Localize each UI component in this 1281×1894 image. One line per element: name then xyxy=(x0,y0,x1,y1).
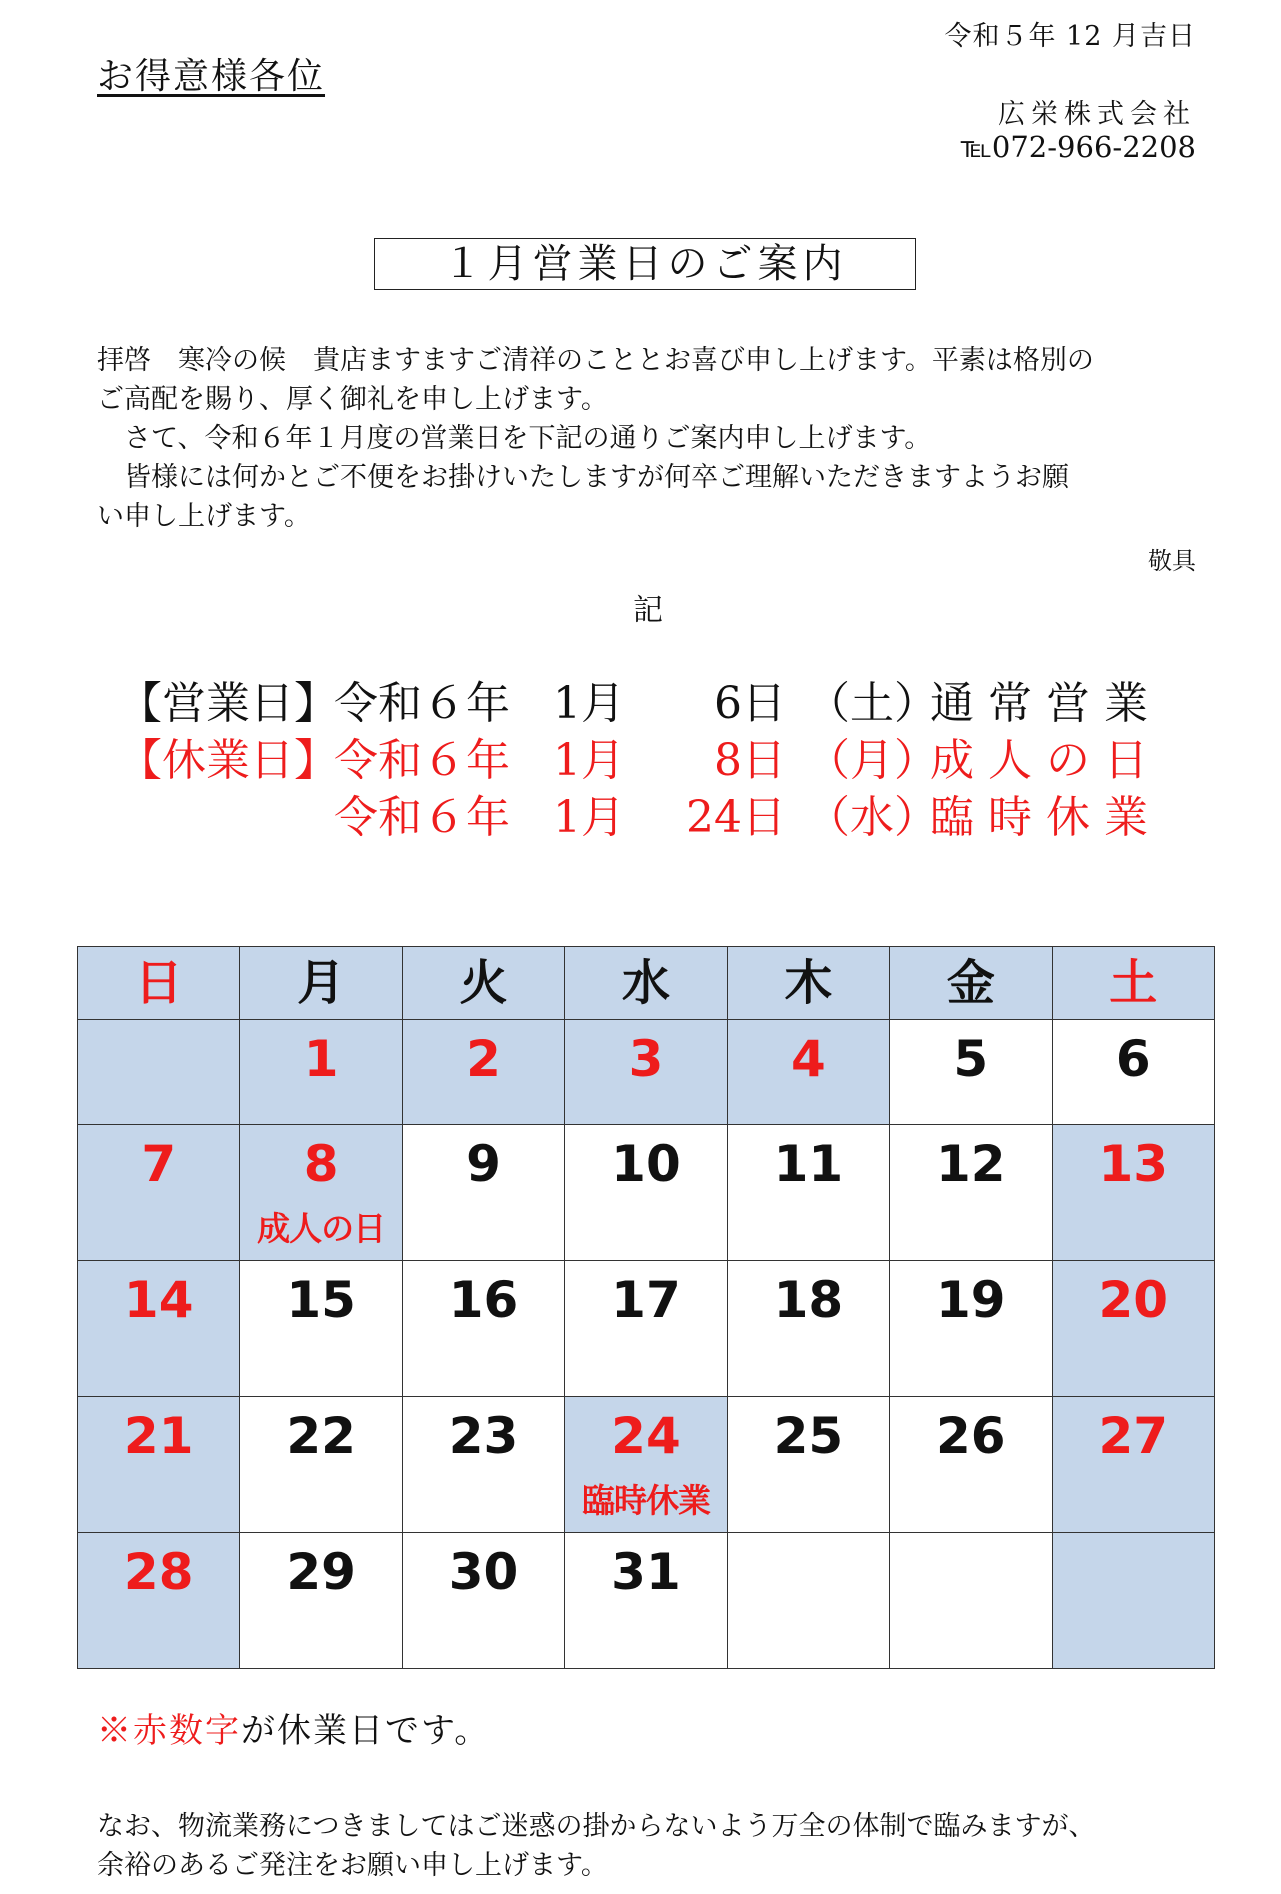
day-number: 1 xyxy=(303,1030,339,1088)
calendar-day-cell xyxy=(240,1533,402,1669)
day-number: 6 xyxy=(1115,1030,1151,1088)
calendar-day-cell xyxy=(78,1261,240,1397)
calendar-day-cell xyxy=(727,1020,889,1125)
body-line: さて、令和６年１月度の営業日を下記の通りご案内申し上げます。 xyxy=(97,423,932,454)
calendar-day-cell xyxy=(78,1397,240,1533)
day-number: 20 xyxy=(1098,1271,1169,1329)
schedule-month: 1月 xyxy=(553,678,625,729)
weekday-header: 金 xyxy=(890,947,1052,1020)
calendar-day-cell xyxy=(565,1020,727,1125)
calendar-day-cell xyxy=(402,1020,564,1125)
weekday-header: 水 xyxy=(565,947,727,1020)
schedule-day: 8日 xyxy=(714,735,786,786)
legend xyxy=(97,1703,490,1752)
calendar-day-cell xyxy=(727,1125,889,1261)
day-number: 31 xyxy=(611,1543,681,1601)
day-number: 28 xyxy=(123,1543,194,1601)
calendar-week-row xyxy=(78,1533,1215,1669)
footer-line: なお、物流業務につきましてはご迷惑の掛からないよう万全の体制で臨みますが、 xyxy=(97,1811,1096,1842)
day-note: 成人の日 xyxy=(257,1209,386,1248)
calendar-day-cell xyxy=(402,1533,564,1669)
day-number: 15 xyxy=(286,1271,356,1329)
calendar-day-cell xyxy=(1052,1397,1214,1533)
schedule-year: 令和６年 xyxy=(334,792,510,843)
day-number: 25 xyxy=(773,1407,844,1465)
day-number: 9 xyxy=(466,1135,501,1193)
legend-red-part: ※赤数字 xyxy=(97,1711,241,1751)
closing: 敬具 xyxy=(1148,547,1196,575)
day-number: 13 xyxy=(1098,1135,1169,1193)
schedule-label: 【休業日】 xyxy=(118,735,338,786)
recipient: お得意様各位 xyxy=(97,56,326,97)
schedule-dow: （月） xyxy=(806,735,938,786)
calendar-day-cell xyxy=(1052,1261,1214,1397)
schedule-month: 1月 xyxy=(553,792,625,843)
document-title: １月営業日のご案内 xyxy=(374,238,916,290)
calendar-day-cell xyxy=(402,1125,564,1261)
body-line: い申し上げます。 xyxy=(97,501,311,532)
calendar-day-cell xyxy=(1052,1020,1214,1125)
footer-line: 余裕のあるご発注をお願い申し上げます。 xyxy=(97,1850,608,1881)
day-number: 16 xyxy=(448,1271,519,1329)
calendar-day-cell xyxy=(240,1020,402,1125)
day-number: 10 xyxy=(611,1135,681,1193)
schedule-label: 【営業日】 xyxy=(118,678,338,729)
day-number: 11 xyxy=(773,1135,844,1193)
day-number: 23 xyxy=(448,1407,519,1465)
calendar-day-cell xyxy=(240,1397,402,1533)
calendar-day-cell xyxy=(565,1261,727,1397)
ki-heading: 記 xyxy=(633,593,663,628)
calendar-day-cell xyxy=(890,1125,1052,1261)
calendar-day-cell xyxy=(240,1125,402,1261)
day-number: 4 xyxy=(791,1030,826,1088)
day-number: 22 xyxy=(286,1407,356,1465)
calendar-week-row xyxy=(78,1397,1215,1533)
calendar-day-cell xyxy=(727,1533,889,1669)
company-tel: ℡072-966-2208 xyxy=(960,130,1196,164)
calendar-day-cell xyxy=(565,1533,727,1669)
schedule-note: 成 人 の 日 xyxy=(930,735,1148,786)
calendar xyxy=(77,946,1215,1669)
day-number: 12 xyxy=(936,1135,1006,1193)
footer-text xyxy=(97,1807,1201,1885)
calendar-day-cell xyxy=(565,1125,727,1261)
calendar-day-cell xyxy=(727,1261,889,1397)
day-number: 14 xyxy=(123,1271,194,1329)
calendar-week-row xyxy=(78,1261,1215,1397)
calendar-day-cell xyxy=(240,1261,402,1397)
calendar-day-cell xyxy=(1052,1533,1214,1669)
calendar-day-cell xyxy=(727,1397,889,1533)
schedule-dow: （土） xyxy=(806,678,938,729)
weekday-header: 土 xyxy=(1052,947,1214,1020)
calendar-day-cell xyxy=(890,1261,1052,1397)
calendar-day-cell xyxy=(565,1397,727,1533)
calendar-week-row xyxy=(78,1020,1215,1125)
schedule-dow: （水） xyxy=(806,792,938,843)
day-number: 26 xyxy=(936,1407,1006,1465)
company-name: 広栄株式会社 xyxy=(998,99,1196,130)
day-note: 臨時休業 xyxy=(581,1481,710,1520)
weekday-header: 木 xyxy=(727,947,889,1020)
calendar-week-row xyxy=(78,1125,1215,1261)
day-number: 24 xyxy=(611,1407,681,1465)
body-line: 皆様には何かとご不便をお掛けいたしますが何卒ご理解いただきますようお願 xyxy=(97,462,1069,493)
day-number: 30 xyxy=(448,1543,519,1601)
calendar-day-cell xyxy=(78,1533,240,1669)
schedule-note: 臨 時 休 業 xyxy=(930,792,1148,843)
day-number: 8 xyxy=(303,1135,339,1193)
calendar-day-cell xyxy=(890,1533,1052,1669)
schedule-day: 6日 xyxy=(714,678,786,729)
day-number: 17 xyxy=(611,1271,681,1329)
calendar-day-cell xyxy=(1052,1125,1214,1261)
calendar-day-cell xyxy=(890,1020,1052,1125)
calendar-day-cell xyxy=(402,1397,564,1533)
calendar-day-cell xyxy=(78,1125,240,1261)
calendar-day-cell xyxy=(78,1020,240,1125)
day-number: 7 xyxy=(141,1135,177,1193)
body-line: ご高配を賜り、厚く御礼を申し上げます。 xyxy=(97,384,608,415)
day-number: 19 xyxy=(936,1271,1006,1329)
weekday-header: 火 xyxy=(402,947,564,1020)
calendar-day-cell xyxy=(890,1397,1052,1533)
weekday-header: 月 xyxy=(240,947,402,1020)
schedule-day: 24日 xyxy=(686,792,786,843)
weekday-header: 日 xyxy=(78,947,240,1020)
legend-rest: が休業日です。 xyxy=(241,1711,491,1751)
schedule-year: 令和６年 xyxy=(334,735,510,786)
schedule-year: 令和６年 xyxy=(334,678,510,729)
day-number: 27 xyxy=(1098,1407,1169,1465)
day-number: 5 xyxy=(953,1030,989,1088)
calendar-day-cell xyxy=(402,1261,564,1397)
day-number: 18 xyxy=(773,1271,844,1329)
body-line: 拝啓 寒冷の候 貴店ますますご清祥のこととお喜び申し上げます。平素は格別の xyxy=(97,345,1094,376)
issue-date: 令和５年 12 月吉日 xyxy=(944,21,1196,52)
day-number: 3 xyxy=(628,1030,664,1088)
calendar-header-row xyxy=(78,947,1215,1020)
day-number: 2 xyxy=(466,1030,501,1088)
day-number: 21 xyxy=(123,1407,194,1465)
schedule-month: 1月 xyxy=(553,735,625,786)
body-text xyxy=(97,341,1201,536)
schedule-note: 通 常 営 業 xyxy=(930,678,1148,729)
day-number: 29 xyxy=(286,1543,356,1601)
